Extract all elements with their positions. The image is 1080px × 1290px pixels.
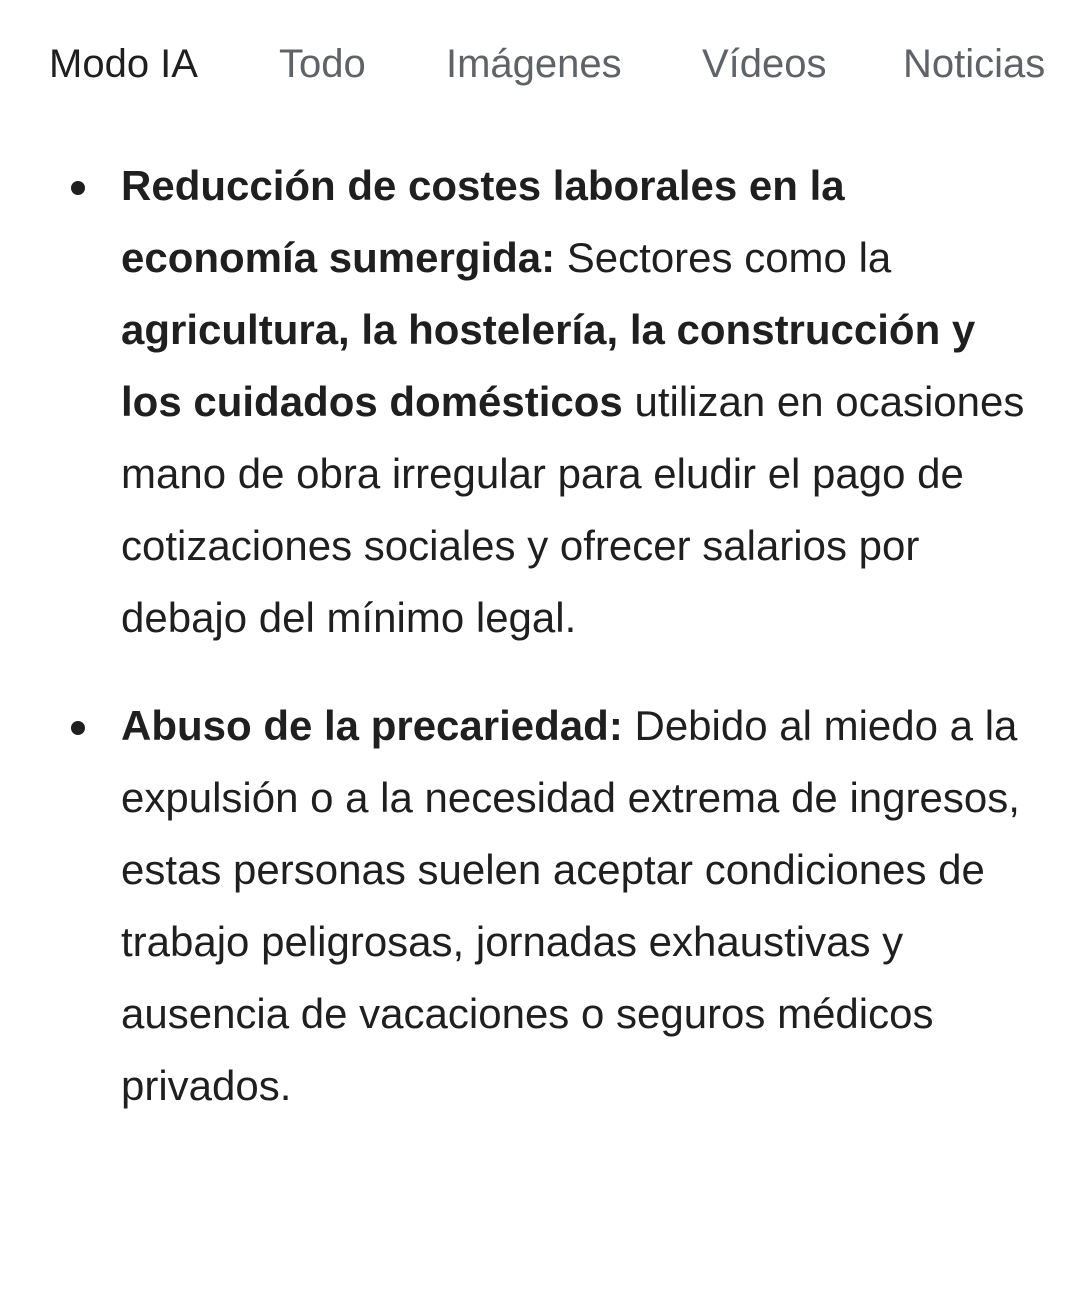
tab-videos[interactable]: Vídeos bbox=[702, 42, 827, 86]
list-item bbox=[0, 690, 1080, 1122]
bullet-bold-text: agricultura, la hostelería, la construcción y los cuidados domésticos bbox=[121, 306, 976, 425]
ai-answer-content bbox=[0, 150, 1080, 1158]
bullet-text: Sectores como la bbox=[555, 234, 892, 281]
list-item bbox=[0, 150, 1080, 654]
tab-noticias[interactable]: Noticias bbox=[903, 42, 1046, 86]
bullet-list bbox=[0, 150, 1080, 1122]
tab-modo-ia[interactable]: Modo IA bbox=[49, 42, 198, 86]
bullet-title: Abuso de la precariedad: bbox=[121, 702, 623, 749]
search-tabs bbox=[49, 36, 1080, 92]
tab-imagenes[interactable]: Imágenes bbox=[446, 42, 622, 86]
bullet-text: Debido al miedo a la expulsión o a la necesidad extrema de ingresos, estas personas suelen aceptar condiciones de trabajo peligrosas, jornadas exhaustivas y ausencia de vacaciones o seguros médicos privados. bbox=[121, 702, 1020, 1109]
bullet-dot-icon bbox=[71, 181, 85, 195]
bullet-title: Reducción de costes laborales en la economía sumergida: bbox=[121, 162, 845, 281]
tab-todo[interactable]: Todo bbox=[279, 42, 366, 86]
bullet-text: utilizan en ocasiones mano de obra irregular para eludir el pago de cotizaciones sociales y ofrecer salarios por debajo del mínimo legal. bbox=[121, 378, 1025, 641]
bullet-dot-icon bbox=[71, 721, 85, 735]
